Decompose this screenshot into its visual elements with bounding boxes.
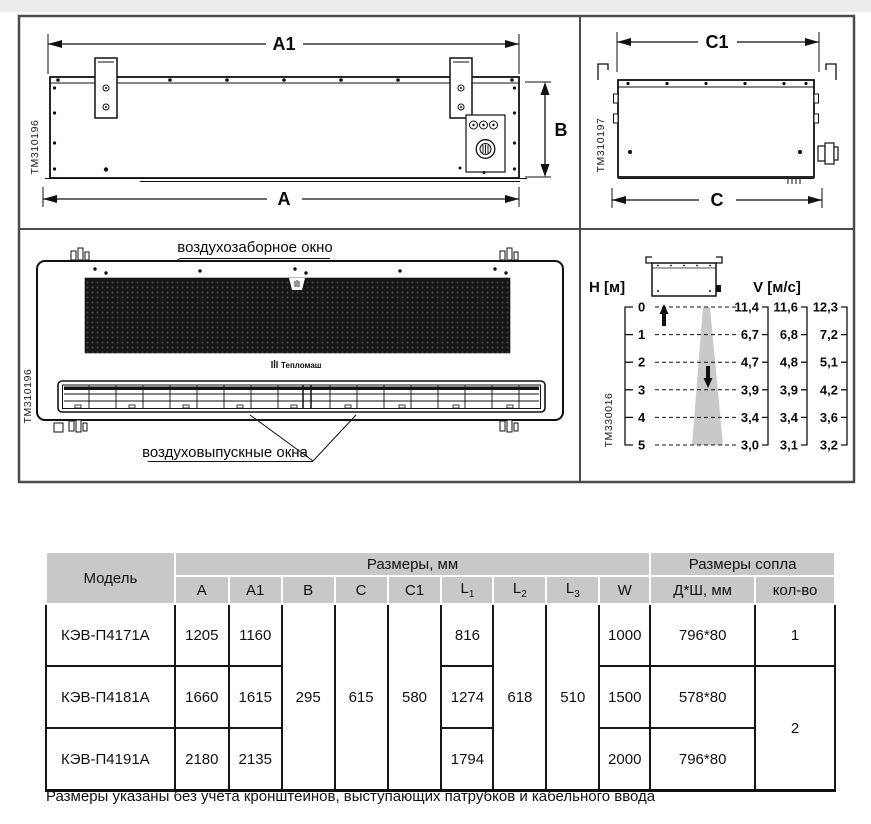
- v-value: 3,4: [779, 409, 798, 425]
- cell-a: 1205: [175, 604, 229, 666]
- v-value: 11,4: [734, 299, 759, 315]
- h-tick: 2: [638, 354, 646, 370]
- v-value: 3,2: [819, 437, 838, 453]
- connection-panel: [459, 115, 506, 174]
- dim-a1-label: A1: [272, 34, 296, 54]
- cell-model: КЭВ-П4171А: [46, 604, 175, 666]
- cell-a: 2180: [175, 728, 229, 791]
- cell-l1: 1274: [441, 666, 493, 728]
- cell-b-merged: 295: [282, 604, 335, 791]
- header-dimensions-group: Размеры, мм: [175, 552, 650, 576]
- cell-nozzle: 796*80: [650, 728, 755, 791]
- table-footnote: Размеры указаны без учёта кронштейнов, выступающих патрубков и кабельного ввода: [46, 788, 656, 805]
- dim-a-label: A: [277, 189, 291, 209]
- cell-c1-merged: 580: [388, 604, 442, 791]
- intake-window-label: воздухозаборное окно: [177, 239, 333, 256]
- v-value: 4,7: [740, 354, 759, 370]
- v-value: 11,6: [773, 299, 798, 315]
- mini-unit-icon: [646, 257, 722, 296]
- header-col-c: С: [335, 576, 388, 604]
- drawing-code-rear: TM310196: [29, 119, 41, 175]
- cell-qty-merged: 2: [755, 666, 835, 791]
- v-value: 7,2: [819, 327, 838, 343]
- dimensions-table: [45, 551, 836, 792]
- cell-c-merged: 615: [335, 604, 388, 791]
- height-axis-label: H [м]: [589, 279, 626, 296]
- v-value: 6,8: [779, 327, 798, 343]
- cell-a1: 1615: [229, 666, 282, 728]
- header-col-w: W: [599, 576, 650, 604]
- header-col-a: А: [175, 576, 229, 604]
- cell-qty: 1: [755, 604, 835, 666]
- header-model: Модель: [46, 552, 175, 604]
- v-value: 12,3: [812, 299, 838, 315]
- header-col-l3: $L_3$: [546, 576, 599, 604]
- v-value: 3,0: [740, 437, 759, 453]
- cell-model: КЭВ-П4181А: [46, 666, 175, 728]
- dim-b-label: B: [554, 120, 568, 140]
- header-nozzle-group: Размеры сопла: [650, 552, 835, 576]
- dim-c-label: C: [710, 190, 724, 210]
- drawing-code-front: TM310196: [22, 368, 34, 424]
- cell-w: 1500: [599, 666, 650, 728]
- h-tick: 4: [638, 409, 646, 425]
- v-value: 3,4: [740, 409, 759, 425]
- table-row: [46, 666, 835, 728]
- header-col-l2: $L_2$: [493, 576, 546, 604]
- cell-w: 1000: [599, 604, 650, 666]
- drawing-code-velocity: TM330016: [603, 392, 615, 448]
- h-tick: 0: [638, 299, 646, 315]
- outlet-windows-label: воздуховыпускные окна: [142, 444, 308, 461]
- v-value: 4,2: [819, 382, 838, 398]
- v-value: 6,7: [740, 327, 759, 343]
- v-value: 3,9: [740, 382, 759, 398]
- outlet-grille: [58, 381, 545, 412]
- v-value: 3,9: [779, 382, 798, 398]
- v-value: 4,8: [779, 354, 798, 370]
- side-body: [598, 64, 838, 184]
- h-tick: 3: [638, 382, 646, 398]
- cell-a: 1660: [175, 666, 229, 728]
- header-col-b: В: [282, 576, 335, 604]
- cell-w: 2000: [599, 728, 650, 791]
- header-col-l1: $L_1$: [441, 576, 493, 604]
- cell-l3-merged: 510: [546, 604, 599, 791]
- v-value: 5,1: [819, 354, 838, 370]
- velocity-axis-label: V [м/с]: [753, 279, 801, 296]
- header-col-a1: А1: [229, 576, 282, 604]
- header-nozzle-qty: кол-во: [755, 576, 835, 604]
- cell-model: КЭВ-П4191А: [46, 728, 175, 791]
- v-value: 3,1: [779, 437, 798, 453]
- intake-mesh: [85, 278, 510, 353]
- cell-l1: 1794: [441, 728, 493, 791]
- header-nozzle-size: Д*Ш, мм: [650, 576, 755, 604]
- rear-body: [45, 58, 527, 182]
- table-row: [46, 604, 835, 666]
- cell-l1: 816: [441, 604, 493, 666]
- header-col-c1: С1: [388, 576, 442, 604]
- table-row: [46, 728, 835, 791]
- mounting-bracket-left: [95, 58, 117, 118]
- cell-l2-merged: 618: [493, 604, 546, 791]
- dim-c1-label: C1: [705, 32, 729, 52]
- cell-a1: 2135: [229, 728, 282, 791]
- h-tick: 5: [638, 437, 646, 453]
- cell-a1: 1160: [229, 604, 282, 666]
- drawing-code-side: TM310197: [595, 117, 607, 173]
- cell-nozzle: 796*80: [650, 604, 755, 666]
- brand-logo-text: Тепломаш: [281, 361, 322, 370]
- v-value: 3,6: [819, 409, 838, 425]
- cell-nozzle: 578*80: [650, 666, 755, 728]
- h-tick: 1: [638, 327, 646, 343]
- mounting-bracket-right: [450, 58, 472, 118]
